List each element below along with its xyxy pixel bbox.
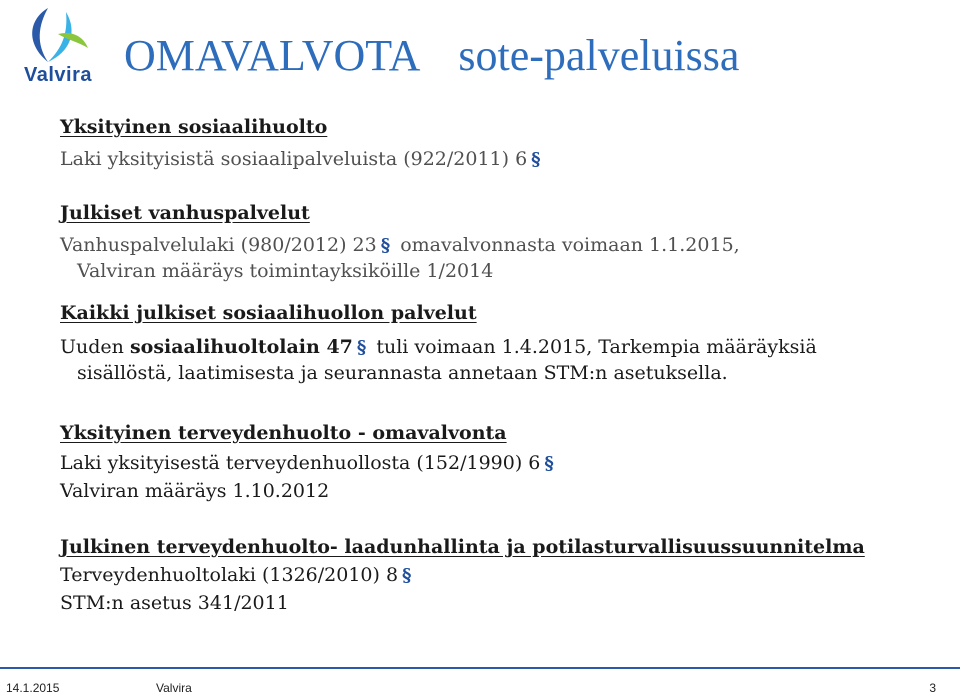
section-sign-icon: § (380, 235, 391, 256)
footer (0, 667, 960, 696)
section-3-line-1-b: sosiaalihuoltolain 47 (129, 336, 353, 358)
section-5-heading: Julkinen terveydenhuolto- laadunhallinta ja potilasturvallisuussuunnitelma (60, 536, 865, 558)
section-sign-icon: § (356, 337, 367, 358)
section-1-line-1-text: Laki yksityisistä sosiaalipalveluista (922/2011) 6 (60, 148, 528, 170)
section-4-heading: Yksityinen terveydenhuolto - omavalvonta (60, 422, 507, 444)
section-3-line-1 (60, 336, 817, 358)
section-1-line-1 (60, 148, 545, 170)
logo-text: Valvira (24, 64, 93, 86)
section-4-line-1 (60, 452, 558, 474)
section-3-line-1-a: Uuden (60, 336, 124, 358)
page-title (124, 30, 739, 81)
section-5-line-2: STM:n asetus 341/2011 (60, 592, 289, 614)
section-sign-icon: § (544, 453, 554, 474)
title-part-2: sote-palveluissa (458, 31, 740, 80)
footer-date: 14.1.2015 (6, 681, 60, 695)
section-2-line-1-text: Vanhuspalvelulaki (980/2012) 23 (60, 234, 377, 256)
section-4-line-2: Valviran määräys 1.10.2012 (60, 480, 330, 502)
section-1-heading: Yksityinen sosiaalihuolto (60, 116, 328, 138)
footer-page-number: 3 (929, 681, 936, 695)
footer-org: Valvira (156, 681, 192, 695)
section-3-heading: Kaikki julkiset sosiaalihuollon palvelut (60, 302, 477, 324)
title-part-1: OMAVALVOTA (124, 31, 421, 80)
section-sign-icon: § (402, 565, 412, 586)
section-3-line-1-c: tuli voimaan 1.4.2015, Tarkempia määräyksiä (376, 336, 817, 358)
section-4-line-1-text: Laki yksityisestä terveydenhuollosta (152/1990) 6 (60, 452, 541, 474)
section-2-heading: Julkiset vanhuspalvelut (60, 202, 310, 224)
section-2-line-2: Valviran määräys toimintayksiköille 1/2014 (77, 260, 494, 282)
section-2-line-1 (60, 234, 740, 256)
section-sign-icon: § (531, 149, 541, 170)
section-3-line-2: sisällöstä, laatimisesta ja seurannasta annetaan STM:n asetuksella. (77, 362, 728, 384)
section-5-line-1 (60, 564, 415, 586)
section-5-line-1-text: Terveydenhuoltolaki (1326/2010) 8 (60, 564, 399, 586)
section-2-line-1-text-b: omavalvonnasta voimaan 1.1.2015, (400, 234, 740, 256)
